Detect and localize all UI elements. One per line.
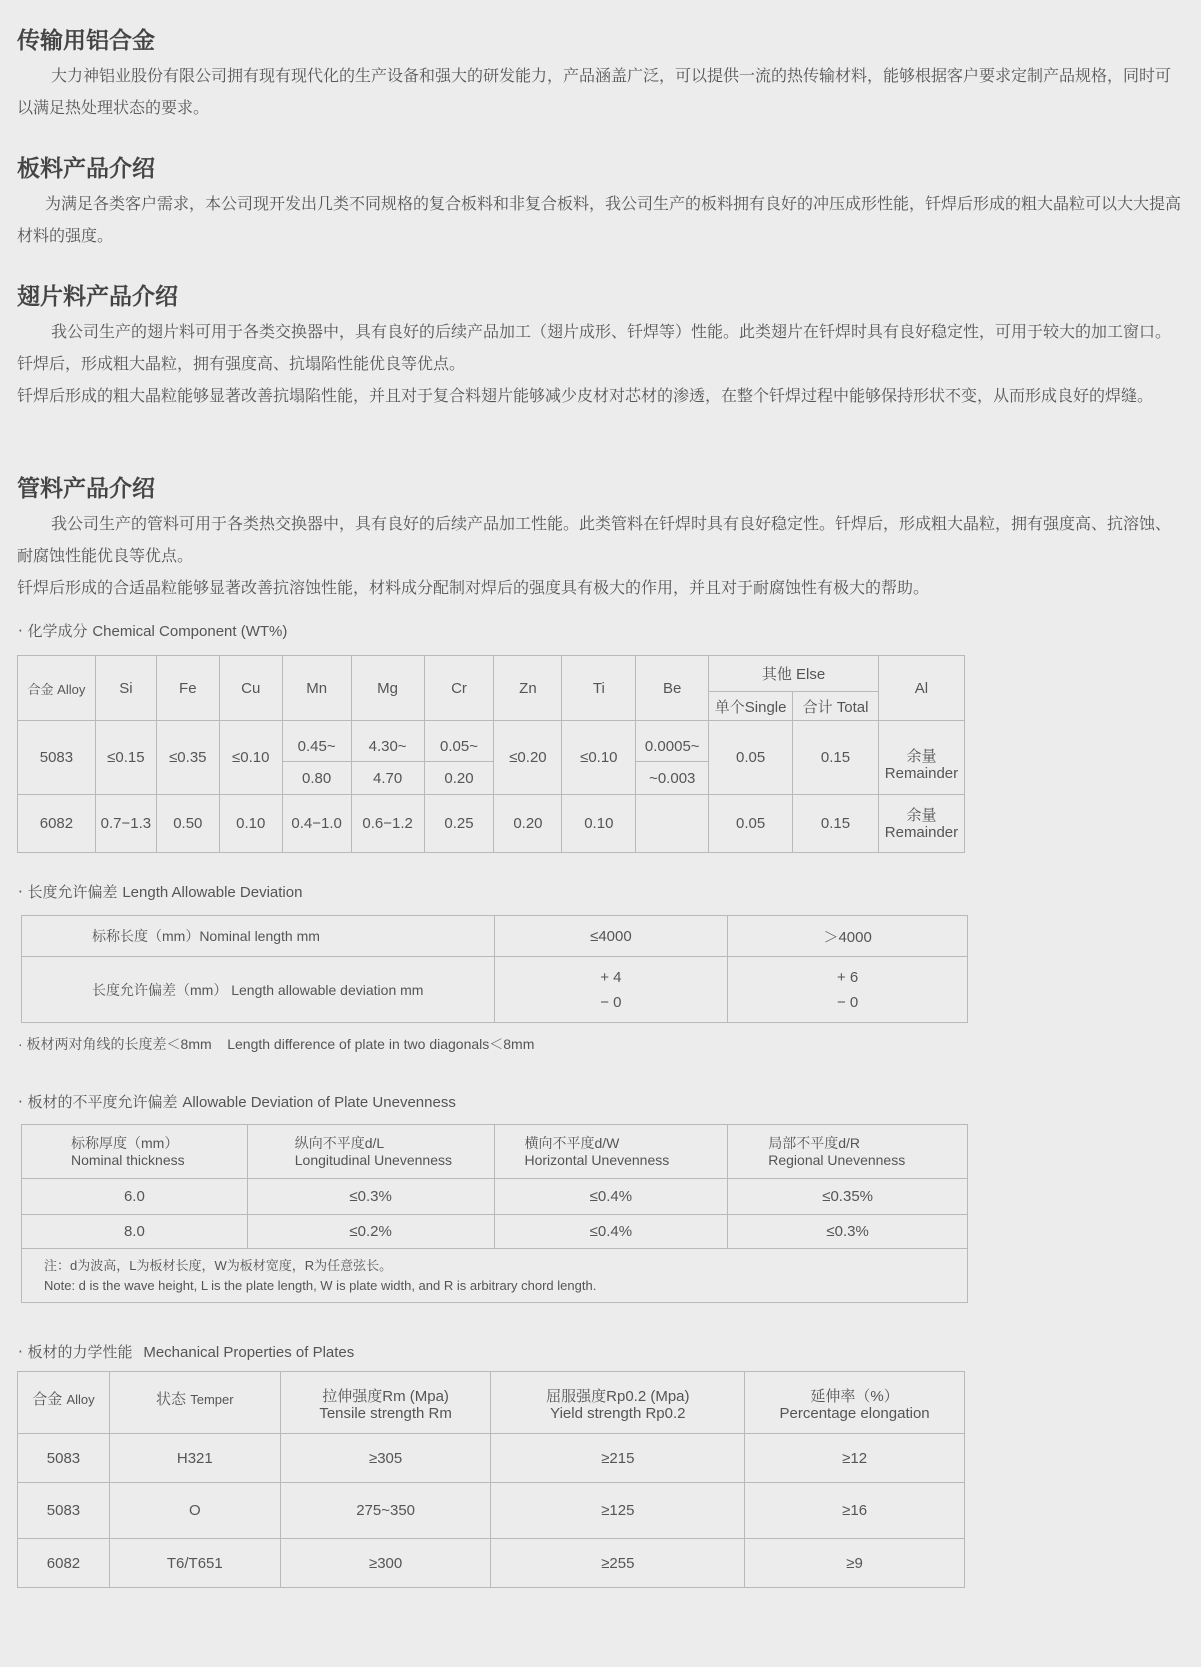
uneven-cell: 8.0 (22, 1215, 248, 1249)
mech-head-alloy: 合金 Alloy (18, 1372, 110, 1434)
uneven-head-longitudinal: 纵向不平度d/L Longitudinal Unevenness (247, 1125, 494, 1179)
section-title: 板料产品介绍 (17, 156, 155, 182)
chem-head-alloy: 合金 Alloy (18, 656, 96, 721)
chem-head-fe: Fe (156, 656, 219, 721)
uneven-cell: ≤0.35% (728, 1179, 968, 1215)
chem-6082-cu: 0.10 (219, 795, 282, 853)
section-plate (17, 154, 1185, 252)
dev-minus: − 0 (836, 993, 859, 1011)
table-row (18, 1434, 965, 1483)
al-en: Remainder (884, 823, 959, 841)
chem-5083-al (878, 721, 964, 795)
mech-cell: T6/T651 (109, 1539, 280, 1588)
chem-5083-total: 0.15 (793, 721, 879, 795)
chem-5083-cr-a: 0.05~ (424, 721, 494, 762)
chem-5083-mn-b: 0.80 (282, 762, 351, 795)
mech-cell: O (109, 1483, 280, 1539)
section-tube (17, 474, 1185, 604)
section-heat-transfer (17, 26, 1185, 124)
length-deviation-c2 (728, 957, 968, 1023)
uneven-head-regional: 局部不平度d/R Regional Unevenness (728, 1125, 968, 1179)
chem-6082-al (878, 795, 964, 853)
chem-5083-ti: ≤0.10 (562, 721, 636, 795)
chem-5083-cu: ≤0.10 (219, 721, 282, 795)
length-note: · 板材两对角线的长度差＜8mm Length difference of plate in two diagonals＜8mm (18, 1036, 535, 1052)
uneven-head-horizontal: 横向不平度d/W Horizontal Unevenness (494, 1125, 728, 1179)
caption-en: Length Allowable Deviation (122, 884, 303, 901)
mech-cell: 5083 (18, 1434, 110, 1483)
chem-5083-si: ≤0.15 (95, 721, 156, 795)
chem-head-total: 合计 Total (793, 692, 879, 721)
mech-cell: ≥9 (745, 1539, 965, 1588)
chem-6082-mn: 0.4−1.0 (282, 795, 351, 853)
chem-6082-cr: 0.25 (424, 795, 494, 853)
note-en: Note: d is the wave height, L is the plate length, W is plate width, and R is arbitrary chord length. (44, 1277, 597, 1293)
mech-head-tensile: 拉伸强度Rm (Mpa) Tensile strength Rm (280, 1372, 491, 1434)
chem-head-zn: Zn (494, 656, 562, 721)
caption-en: Allowable Deviation of Plate Unevenness (182, 1094, 456, 1111)
chem-5083-single: 0.05 (709, 721, 793, 795)
chem-6082-zn: 0.20 (494, 795, 562, 853)
uneven-cell: 6.0 (22, 1179, 248, 1215)
chem-head-cu: Cu (219, 656, 282, 721)
chem-head-else: 其他 Else (709, 656, 879, 692)
al-cn: 余量 (906, 747, 937, 765)
uneven-cell: ≤0.3% (728, 1215, 968, 1249)
chem-6082-si: 0.7−1.3 (95, 795, 156, 853)
chem-6082-single: 0.05 (709, 795, 793, 853)
mech-cell: 5083 (18, 1483, 110, 1539)
chem-5083-alloy: 5083 (18, 721, 96, 795)
uneven-cell: ≤0.2% (247, 1215, 494, 1249)
uneven-cell: ≤0.4% (494, 1179, 728, 1215)
mech-cell: ≥215 (491, 1434, 745, 1483)
chem-5083-cr-b: 0.20 (424, 762, 494, 795)
chem-6082-total: 0.15 (793, 795, 879, 853)
chem-5083-mg-a: 4.30~ (351, 721, 424, 762)
chem-5083-be-a: 0.0005~ (636, 721, 709, 762)
chem-6082-ti: 0.10 (562, 795, 636, 853)
chem-caption (18, 621, 287, 642)
section-paragraph: 为满足各类客户需求，本公司现开发出几类不同规格的复合板料和非复合板料，我公司生产的板料拥有良好的冲压成形性能，钎焊后形成的粗大晶粒可以大大提高材料的强度。 (17, 194, 1182, 245)
chem-head-be: Be (636, 656, 709, 721)
length-nominal-label: 标称长度（mm）Nominal length mm (22, 916, 495, 957)
uneven-caption (18, 1092, 456, 1113)
mech-head-temper: 状态 Temper (109, 1372, 280, 1434)
uneven-cell: ≤0.4% (494, 1215, 728, 1249)
chem-5083-fe: ≤0.35 (156, 721, 219, 795)
caption-cn: · 长度允许偏差 (18, 883, 118, 901)
note-cn: 注：d为波高，L为板材长度，W为板材宽度，R为任意弦长。 (44, 1257, 393, 1273)
mech-caption (18, 1342, 354, 1363)
length-deviation-c1 (494, 957, 728, 1023)
chem-6082-alloy: 6082 (18, 795, 96, 853)
chem-5083-mg-b: 4.70 (351, 762, 424, 795)
mech-head-elongation: 延伸率（%） Percentage elongation (745, 1372, 965, 1434)
chem-head-mg: Mg (351, 656, 424, 721)
uneven-note (22, 1249, 968, 1303)
chem-head-ti: Ti (562, 656, 636, 721)
uneven-cell: ≤0.3% (247, 1179, 494, 1215)
section-paragraph: 钎焊后形成的粗大晶粒能够显著改善抗塌陷性能，并且对于复合料翅片能够减少皮材对芯材的渗透，在整个钎焊过程中能够保持形状不变，从而形成良好的焊缝。 (17, 386, 1154, 405)
mech-cell: ≥125 (491, 1483, 745, 1539)
mech-cell: ≥12 (745, 1434, 965, 1483)
section-fin (17, 282, 1185, 412)
dev-plus: + 6 (836, 968, 859, 986)
mech-cell: ≥16 (745, 1483, 965, 1539)
table-row (22, 1179, 968, 1215)
section-paragraph: 钎焊后形成的合适晶粒能够显著改善抗溶蚀性能，材料成分配制对焊后的强度具有极大的作用，并且对于耐腐蚀性有极大的帮助。 (17, 578, 930, 597)
caption-cn: · 板材的不平度允许偏差 (18, 1093, 178, 1111)
dev-minus: − 0 (600, 993, 622, 1011)
chem-head-si: Si (95, 656, 156, 721)
chem-head-mn: Mn (282, 656, 351, 721)
section-title: 翅片料产品介绍 (17, 284, 178, 310)
table-row (18, 1483, 965, 1539)
uneven-head-thickness: 标称厚度（mm） Nominal thickness (22, 1125, 248, 1179)
mech-cell: 275~350 (280, 1483, 491, 1539)
al-en: Remainder (884, 764, 959, 782)
table-row (18, 1539, 965, 1588)
dev-plus: + 4 (600, 968, 622, 986)
caption-cn: · 板材的力学性能 (18, 1343, 133, 1361)
al-cn: 余量 (906, 806, 937, 824)
mech-cell: ≥300 (280, 1539, 491, 1588)
length-nominal-c1: ≤4000 (494, 916, 728, 957)
chem-6082-fe: 0.50 (156, 795, 219, 853)
length-table (21, 915, 968, 1023)
mech-cell: ≥305 (280, 1434, 491, 1483)
section-paragraph: 我公司生产的翅片料可用于各类交换器中，具有良好的后续产品加工（翅片成形、钎焊等）性能。此类翅片在钎焊时具有良好稳定性，可用于较大的加工窗口。钎焊后，形成粗大晶粒，拥有强度高、抗塌陷性能优良等优点。 (17, 322, 1172, 373)
mech-cell: ≥255 (491, 1539, 745, 1588)
length-caption (18, 882, 302, 903)
section-title: 传输用铝合金 (17, 28, 155, 54)
mech-table (17, 1371, 965, 1588)
chem-6082-be (636, 795, 709, 853)
caption-en: Mechanical Properties of Plates (143, 1344, 355, 1361)
mech-cell: H321 (109, 1434, 280, 1483)
chem-head-cr: Cr (424, 656, 494, 721)
caption-en: Chemical Component (WT%) (92, 623, 288, 640)
uneven-table (21, 1124, 968, 1303)
mech-cell: 6082 (18, 1539, 110, 1588)
caption-cn: · 化学成分 (18, 622, 88, 640)
chem-5083-be-b: ~0.003 (636, 762, 709, 795)
section-title: 管料产品介绍 (17, 476, 155, 502)
chem-table (17, 655, 965, 853)
chem-5083-zn: ≤0.20 (494, 721, 562, 795)
section-paragraph: 大力神铝业股份有限公司拥有现有现代化的生产设备和强大的研发能力，产品涵盖广泛，可以提供一流的热传输材料，能够根据客户要求定制产品规格，同时可以满足热处理状态的要求。 (17, 66, 1172, 117)
table-row (22, 1215, 968, 1249)
length-deviation-label: 长度允许偏差（mm） Length allowable deviation mm (22, 957, 495, 1023)
chem-head-al: Al (878, 656, 964, 721)
mech-head-yield: 屈服强度Rp0.2 (Mpa) Yield strength Rp0.2 (491, 1372, 745, 1434)
chem-5083-mn-a: 0.45~ (282, 721, 351, 762)
chem-head-single: 单个Single (709, 692, 793, 721)
section-paragraph: 我公司生产的管料可用于各类热交换器中，具有良好的后续产品加工性能。此类管料在钎焊时具有良好稳定性。钎焊后，形成粗大晶粒，拥有强度高、抗溶蚀、耐腐蚀性能优良等优点。 (17, 514, 1172, 565)
chem-6082-mg: 0.6−1.2 (351, 795, 424, 853)
length-nominal-c2: ＞4000 (728, 916, 968, 957)
